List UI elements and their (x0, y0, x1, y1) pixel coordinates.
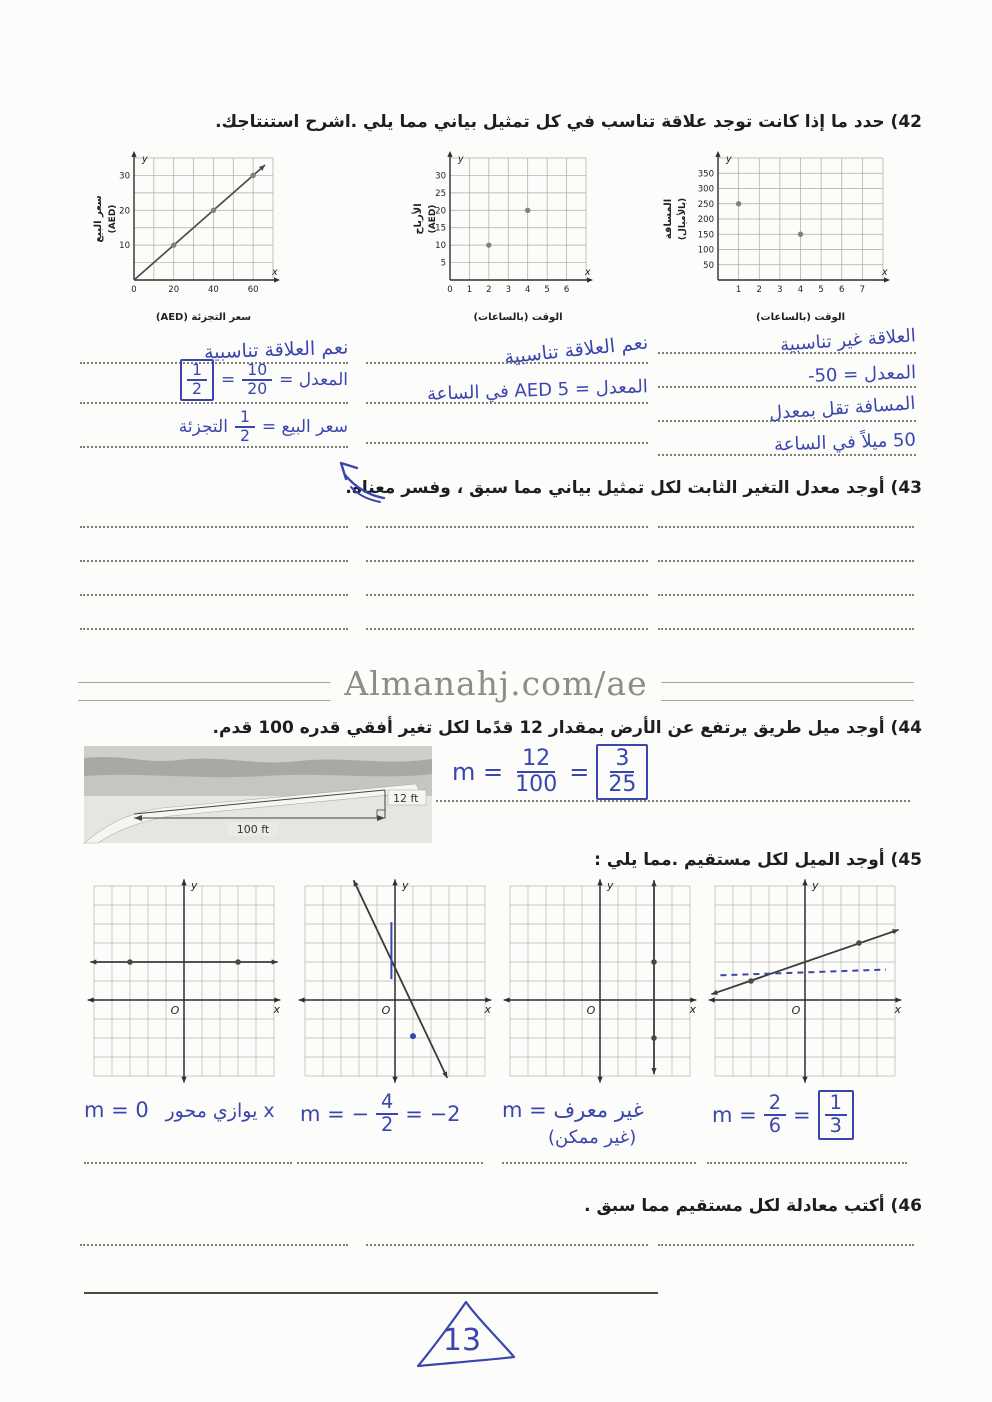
svg-text:100: 100 (697, 245, 714, 256)
handwritten-answer: نعم العلاقة تناسبية (203, 336, 349, 364)
svg-text:3: 3 (777, 285, 783, 295)
svg-text:3: 3 (505, 285, 511, 295)
handwritten-note: يوازي محور x (165, 1100, 275, 1122)
svg-text:0: 0 (447, 285, 453, 295)
svg-text:15: 15 (435, 223, 446, 234)
handwritten-slope: m = 0 (84, 1098, 149, 1122)
q43-answer-lines-left (80, 494, 348, 630)
dotted-answer-line (366, 562, 648, 596)
svg-text:1: 1 (466, 285, 473, 295)
dotted-answer-line (80, 562, 348, 596)
svg-text:7: 7 (859, 285, 866, 295)
svg-text:2: 2 (486, 285, 492, 295)
dotted-answer-line (297, 1148, 483, 1164)
answer-line (658, 422, 916, 456)
answer-line (658, 388, 917, 425)
svg-text:30: 30 (119, 171, 130, 182)
q42-answer-column-middle (366, 324, 648, 444)
fraction: $\frac{1}{2}$ (187, 362, 207, 398)
svg-text:10: 10 (435, 241, 446, 252)
dotted-answer-line (658, 528, 914, 562)
question-45-title: 45) أوجد الميل لكل مستقيم .مما يلي : (594, 850, 922, 870)
slope-m-label: m = (452, 757, 504, 786)
svg-text:5: 5 (544, 285, 550, 295)
bottom-rule-line (84, 1292, 658, 1294)
answer-line (80, 324, 348, 364)
svg-text:200: 200 (697, 215, 714, 225)
svg-text:y: y (726, 154, 732, 165)
svg-text:4: 4 (525, 285, 531, 295)
svg-text:(AED): (AED) (428, 204, 438, 234)
svg-text:x: x (273, 1003, 280, 1016)
rise-label: 12 ft (393, 792, 419, 805)
svg-text:300: 300 (697, 184, 714, 195)
svg-text:20: 20 (119, 206, 130, 217)
dotted-answer-line (502, 1148, 696, 1164)
fraction: $\frac{3}{25}$ (608, 746, 637, 797)
q42-answer-column-right (658, 320, 916, 456)
question-46-title: 46) أكتب معادلة لكل مستقيم مما سبق . (584, 1196, 922, 1216)
fraction: $\frac{1}{3}$ (825, 1093, 847, 1137)
q45-answer-4: m = $\frac{2}{6}$ = $\frac{1}{3}$ (712, 1090, 854, 1140)
svg-text:50: 50 (703, 260, 714, 271)
svg-text:(AED): (AED) (108, 204, 118, 234)
handwritten-note: (غير ممكن) (548, 1127, 637, 1148)
svg-text:x: x (894, 1003, 901, 1016)
svg-text:y: y (607, 879, 614, 892)
dotted-answer-line (366, 528, 648, 562)
svg-text:10: 10 (119, 241, 130, 252)
svg-text:y: y (191, 879, 198, 892)
chart-distance-vs-time (660, 146, 897, 324)
svg-text:سعر التجزئة (AED): سعر التجزئة (AED) (155, 312, 252, 323)
q42-answer-column-left (80, 324, 348, 448)
dotted-answer-line (80, 528, 348, 562)
handwritten-answer: العلاقة غير تناسبية (779, 325, 917, 356)
dotted-answer-line (366, 494, 648, 528)
svg-text:y: y (402, 879, 409, 892)
q43-answer-lines-middle (366, 494, 648, 630)
dotted-answer-line (658, 562, 914, 596)
handwritten-answer: 50 ميلاً في الساعة (773, 429, 917, 456)
answer-line (80, 360, 348, 404)
svg-text:25: 25 (435, 188, 446, 199)
svg-text:x: x (272, 267, 278, 278)
fraction: $\frac{1}{2}$ (235, 409, 255, 445)
dotted-answer-line (80, 494, 348, 528)
answer-line (366, 404, 648, 444)
svg-text:y: y (458, 154, 464, 165)
page-number-triangle (408, 1296, 523, 1376)
svg-text:60: 60 (247, 285, 259, 295)
svg-text:2: 2 (756, 285, 762, 295)
handwritten-slope: m = غير معرف (502, 1098, 644, 1122)
q43-answer-lines-right (658, 494, 914, 630)
svg-text:6: 6 (839, 285, 845, 295)
handwritten-relation-equation: سعر البيع = $\frac{1}{2}$ التجزئة (178, 407, 348, 446)
svg-text:y: y (812, 879, 819, 892)
svg-text:1: 1 (735, 285, 742, 295)
svg-text:250: 250 (697, 199, 714, 210)
svg-text:O: O (381, 1004, 391, 1017)
dotted-answer-line (366, 1230, 648, 1246)
q45-answer-1 (84, 1098, 294, 1122)
fraction: $\frac{2}{6}$ (764, 1093, 786, 1137)
svg-text:350: 350 (697, 169, 714, 180)
boxed-result (818, 1090, 854, 1140)
q45-answer-3 (502, 1098, 702, 1148)
boxed-result (596, 744, 648, 800)
svg-text:0: 0 (131, 285, 137, 295)
svg-text:20: 20 (435, 206, 446, 217)
svg-text:الوقت (بالساعات): الوقت (بالساعات) (473, 312, 563, 323)
svg-text:5: 5 (818, 285, 824, 295)
boxed-result (180, 359, 214, 401)
chart-retail-vs-selling-price (90, 146, 285, 324)
graph-positive-slope-line (707, 878, 903, 1088)
handwritten-answer: المعدل = AED 5 في الساعة (426, 376, 649, 405)
dotted-answer-line (80, 1230, 348, 1246)
dotted-answer-line (658, 1230, 914, 1246)
svg-text:x: x (689, 1003, 696, 1016)
road-incline-photo (84, 746, 432, 843)
question-42-title: 42) حدد ما إذا كانت توجد علاقة تناسب في كل تمثيل بياني مما يلي .اشرح استنتاجك. (215, 112, 922, 132)
handwritten-answer: نعم العلاقة تناسبية (502, 331, 649, 369)
svg-text:6: 6 (563, 285, 570, 295)
dotted-answer-line (658, 494, 914, 528)
run-label: 100 ft (236, 823, 270, 836)
graph-horizontal-line (86, 878, 282, 1088)
svg-text:x: x (882, 267, 888, 278)
question-43-title: 43) أوجد معدل التغير الثابت لكل تمثيل بياني مما سبق ، وفسر معناه. (345, 478, 922, 498)
dotted-answer-line (84, 1148, 292, 1164)
dotted-answer-line (658, 596, 914, 630)
rate-label: المعدل = (279, 370, 348, 391)
q45-answer-2: m = − $\frac{4}{2}$ = −2 (300, 1090, 461, 1136)
answer-line (658, 320, 916, 354)
svg-text:المسافة: المسافة (663, 198, 674, 240)
svg-text:20: 20 (168, 285, 180, 295)
svg-text:(بالأميال): (بالأميال) (678, 197, 688, 241)
dotted-answer-line (366, 596, 648, 630)
svg-text:4: 4 (797, 285, 804, 295)
watermark: Almanahj.com/ae (330, 664, 661, 703)
handwritten-answer: المعدل = 50- (807, 362, 917, 387)
fraction: $\frac{12}{100}$ (515, 746, 558, 797)
svg-text:x: x (484, 1003, 491, 1016)
svg-text:5: 5 (440, 258, 446, 269)
chart-profit-vs-time (410, 146, 600, 324)
dotted-answer-line (707, 1148, 907, 1164)
svg-text:y: y (142, 154, 148, 165)
answer-line (366, 364, 648, 404)
svg-text:O: O (586, 1004, 596, 1017)
question-44-title: 44) أوجد ميل طريق يرتفع عن الأرض بمقدار 12 قدًما لكل تغير أفقي قدره 100 قدم. (212, 718, 922, 738)
dotted-answer-line (80, 596, 348, 630)
answer-line (366, 324, 649, 369)
svg-text:سعر البيع: سعر البيع (93, 195, 104, 243)
fraction: $\frac{10}{20}$ (242, 362, 272, 398)
fraction: $\frac{4}{2}$ (376, 1092, 398, 1136)
svg-text:30: 30 (435, 171, 446, 182)
page-number: 13 (442, 1323, 482, 1358)
graph-negative-slope-line (297, 878, 493, 1088)
svg-text:الوقت (بالساعات): الوقت (بالساعات) (755, 312, 846, 323)
graph-vertical-line (502, 878, 698, 1088)
svg-text:40: 40 (208, 285, 219, 295)
q44-handwritten-answer: m = $\frac{12}{100}$ = $\frac{3}{25}$ (452, 744, 648, 800)
svg-text:150: 150 (697, 230, 714, 241)
svg-text:x: x (585, 267, 591, 278)
answer-line (658, 354, 916, 388)
svg-text:الأرباح: الأرباح (413, 203, 424, 235)
answer-line (80, 404, 348, 448)
handwritten-rate-equation: المعدل = $\frac{10}{20}$ = $\frac{1}{2}$ (180, 359, 348, 401)
handwritten-answer: المسافة تقل بمعدل (768, 392, 917, 425)
svg-text:O: O (791, 1004, 801, 1017)
svg-text:O: O (170, 1004, 180, 1017)
